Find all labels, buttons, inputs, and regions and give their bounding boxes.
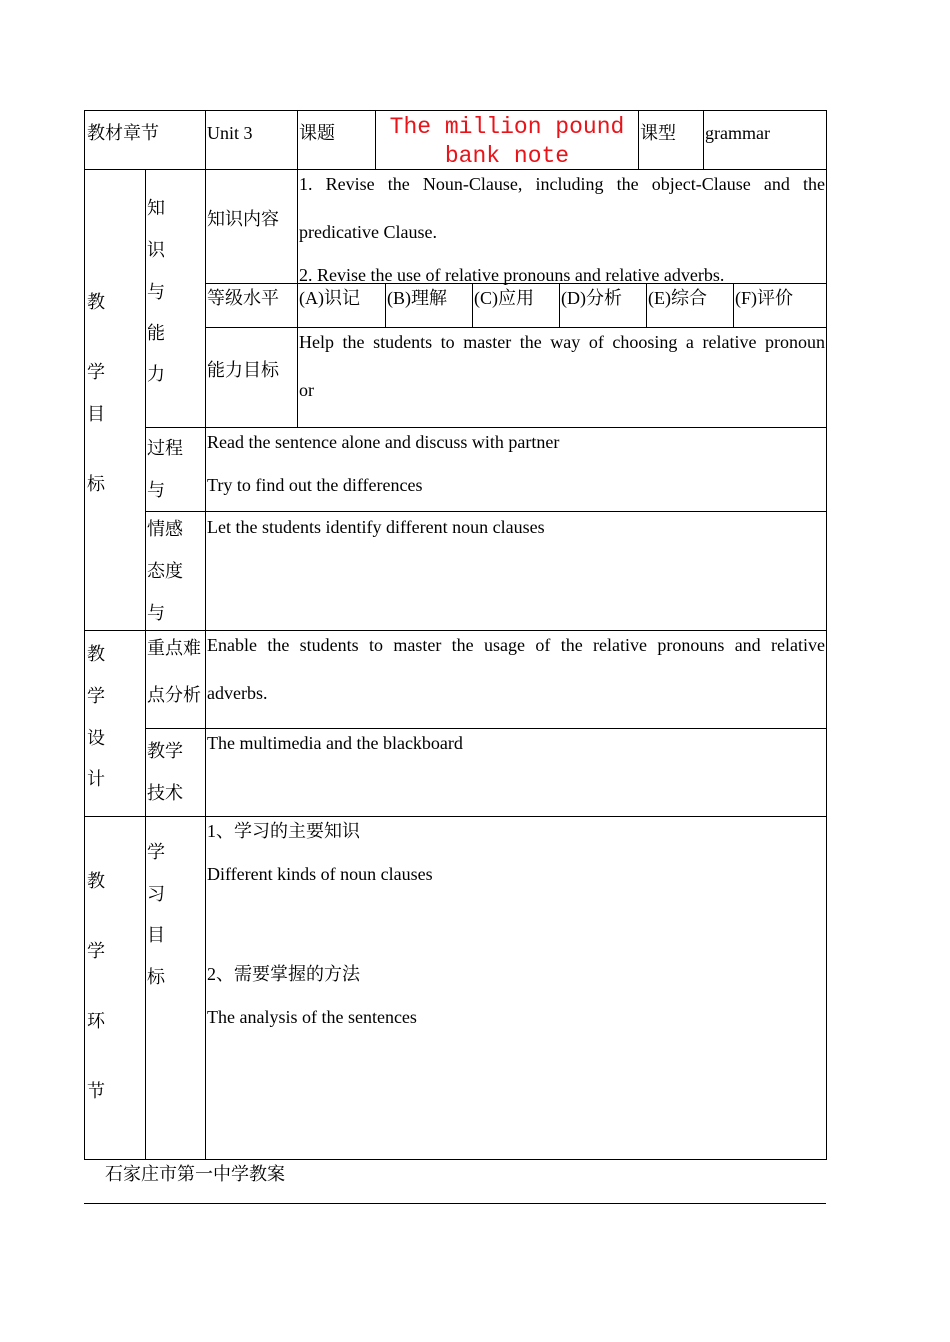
lesson-title-line2: bank note [444, 143, 570, 169]
level-option: (D)分析 [561, 288, 622, 308]
process-section-char: 环 [87, 1011, 105, 1031]
column-divider [145, 169, 146, 1159]
objectives-section-char: 教 [87, 292, 105, 312]
level-option: (C)应用 [474, 288, 534, 308]
knowledge-char: 与 [147, 282, 165, 302]
table-border-bottom [84, 1159, 826, 1160]
level-label: 等级水平 [207, 288, 279, 308]
goal-char: 学 [147, 842, 165, 862]
content-label: 知识内容 [207, 209, 279, 229]
process-char: 与 [147, 480, 165, 500]
process-section-char: 学 [87, 941, 105, 961]
type-label: 课型 [640, 123, 676, 143]
row-divider [84, 630, 826, 631]
key-points-label: 点分析 [147, 685, 201, 705]
goal-char: 习 [147, 884, 165, 904]
design-section-char: 设 [87, 728, 105, 748]
lesson-title-line1: The million pound [389, 114, 625, 140]
key-points-line: Enable the students to master the usage of the relative pronouns and relative [207, 635, 825, 655]
tech-label: 技术 [147, 783, 183, 803]
row-divider [145, 728, 826, 729]
objectives-section-char: 标 [87, 474, 105, 494]
topic-label: 课题 [299, 123, 335, 143]
column-divider [297, 110, 298, 169]
table-border-right [826, 110, 827, 1160]
content-line: 2. Revise the use of relative pronouns and relative adverbs. [299, 265, 725, 285]
footer-rule [84, 1203, 826, 1204]
goal-char: 标 [147, 967, 165, 987]
objectives-section-char: 目 [87, 404, 105, 424]
process-line: Read the sentence alone and discuss with partner [207, 432, 560, 452]
tech-label: 教学 [147, 741, 183, 761]
knowledge-char: 力 [147, 364, 165, 384]
row-divider [84, 816, 826, 817]
column-divider [472, 283, 473, 327]
emotion-line: Let the students identify different noun clauses [207, 517, 545, 537]
emotion-char: 情感 [147, 519, 183, 539]
column-divider [385, 283, 386, 327]
footer-school-name: 石家庄市第一中学教案 [105, 1164, 285, 1184]
process-section-char: 教 [87, 871, 105, 891]
ability-line: or [299, 380, 314, 400]
objectives-section-char: 学 [87, 362, 105, 382]
emotion-char: 与 [147, 603, 165, 623]
content-line: predicative Clause. [299, 222, 437, 242]
row-divider [205, 327, 826, 328]
level-option: (B)理解 [387, 288, 447, 308]
main-knowledge-title: 1、学习的主要知识 [207, 821, 360, 841]
row-divider [145, 511, 826, 512]
unit-value: Unit 3 [207, 123, 253, 143]
process-line: Try to find out the differences [207, 475, 423, 495]
ability-line: Help the students to master the way of choosing a relative pronoun [299, 332, 825, 352]
process-char: 过程 [147, 438, 183, 458]
tech-line: The multimedia and the blackboard [207, 733, 463, 753]
main-knowledge-text: Different kinds of noun clauses [207, 864, 433, 884]
design-section-char: 教 [87, 644, 105, 664]
column-divider [559, 283, 560, 327]
row-divider [145, 427, 826, 428]
column-divider [733, 283, 734, 327]
table-border-left [84, 110, 85, 1160]
knowledge-char: 知 [147, 198, 165, 218]
process-section-char: 节 [87, 1081, 105, 1101]
level-option: (F)评价 [735, 288, 793, 308]
design-section-char: 计 [87, 769, 105, 789]
table-border-top [84, 110, 826, 111]
method-text: The analysis of the sentences [207, 1007, 417, 1027]
knowledge-char: 能 [147, 323, 165, 343]
level-option: (A)识记 [299, 288, 360, 308]
column-divider [638, 110, 639, 169]
emotion-char: 态度 [147, 561, 183, 581]
column-divider [646, 283, 647, 327]
design-section-char: 学 [87, 686, 105, 706]
goal-char: 目 [147, 925, 165, 945]
column-divider [703, 110, 704, 169]
chapter-label: 教材章节 [87, 123, 159, 143]
level-option: (E)综合 [648, 288, 707, 308]
method-title: 2、需要掌握的方法 [207, 964, 360, 984]
key-points-line: adverbs. [207, 683, 268, 703]
type-value: grammar [705, 123, 770, 143]
column-divider [297, 169, 298, 427]
knowledge-char: 识 [147, 240, 165, 260]
key-points-label: 重点难 [147, 638, 201, 658]
column-divider [205, 110, 206, 1160]
content-line: 1. Revise the Noun-Clause, including the object-Clause and the [299, 174, 825, 194]
ability-label: 能力目标 [207, 360, 279, 380]
